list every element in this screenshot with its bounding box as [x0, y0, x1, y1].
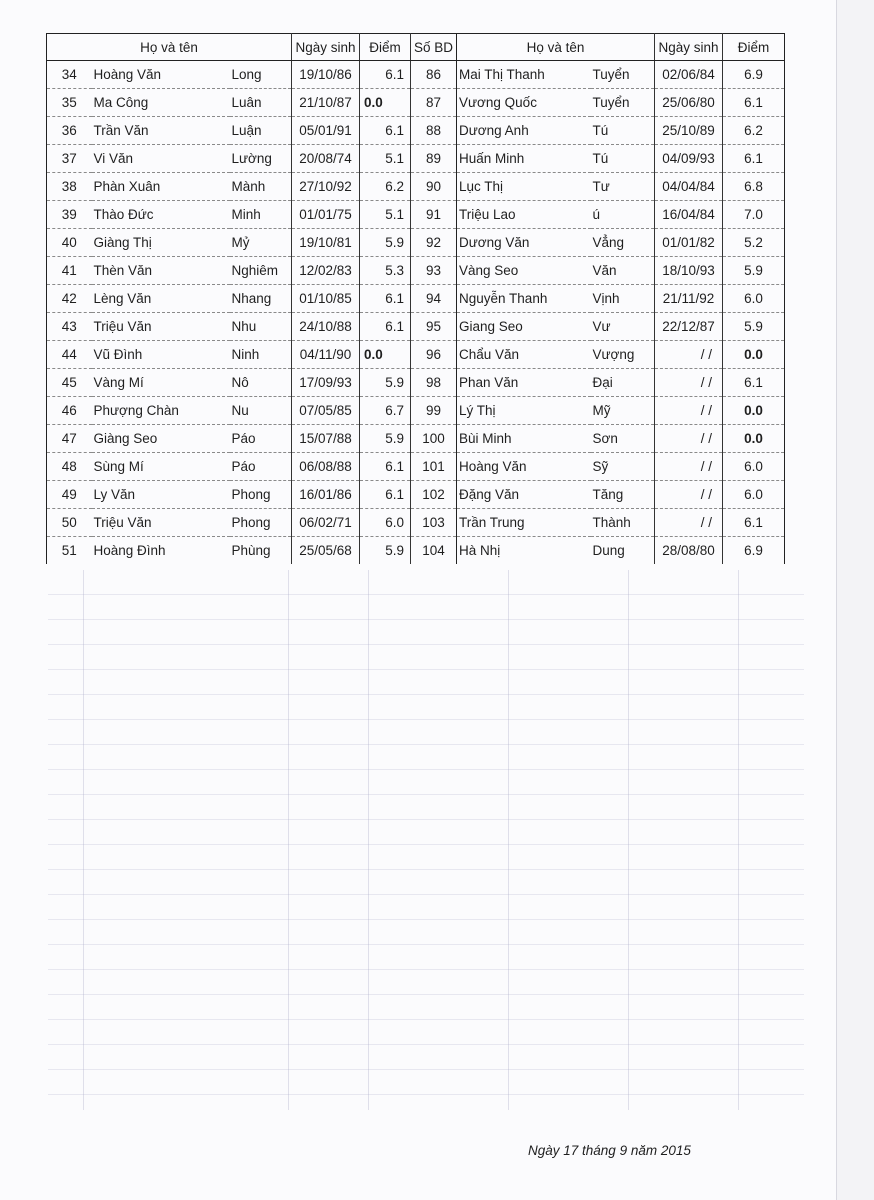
score-2: 6.9 — [723, 537, 785, 565]
date-of-birth: 20/08/74 — [292, 145, 360, 173]
given-name: Phong — [230, 481, 292, 509]
candidate-number: 91 — [411, 201, 457, 229]
date-of-birth-2: 28/08/80 — [655, 537, 723, 565]
score: 6.1 — [360, 313, 411, 341]
family-name: Triệu Văn — [92, 509, 230, 537]
date-of-birth-2: 16/04/84 — [655, 201, 723, 229]
date-of-birth: 06/02/71 — [292, 509, 360, 537]
date-of-birth: 25/05/68 — [292, 537, 360, 565]
family-name-2: Nguyễn Thanh — [457, 285, 591, 313]
table-row — [47, 257, 785, 285]
score: 5.9 — [360, 229, 411, 257]
candidate-number: 96 — [411, 341, 457, 369]
given-name: Nu — [230, 397, 292, 425]
header-sbd: Số BD — [411, 34, 457, 61]
table-row — [47, 481, 785, 509]
score-table — [46, 33, 785, 564]
given-name-2: Tú — [591, 145, 655, 173]
given-name-2: Văn — [591, 257, 655, 285]
given-name: Mỷ — [230, 229, 292, 257]
date-of-birth-2: / / — [655, 509, 723, 537]
given-name-2: Tăng — [591, 481, 655, 509]
given-name: Long — [230, 61, 292, 89]
given-name-2: Sơn — [591, 425, 655, 453]
score: 0.0 — [360, 341, 411, 369]
given-name: Ninh — [230, 341, 292, 369]
date-of-birth-2: 04/09/93 — [655, 145, 723, 173]
family-name-2: Mai Thị Thanh — [457, 61, 591, 89]
row-number: 38 — [47, 173, 92, 201]
header-dob-2: Ngày sinh — [655, 34, 723, 61]
date-of-birth-2: 25/06/80 — [655, 89, 723, 117]
score: 5.9 — [360, 425, 411, 453]
row-number: 35 — [47, 89, 92, 117]
family-name: Thào Đức — [92, 201, 230, 229]
table-row — [47, 61, 785, 89]
family-name-2: Hà Nhị — [459, 543, 501, 558]
table-row — [47, 89, 785, 117]
score: 6.2 — [360, 173, 411, 201]
row-number: 48 — [47, 453, 92, 481]
date-of-birth: 16/01/86 — [292, 481, 360, 509]
given-name: Phong — [230, 509, 292, 537]
date-of-birth: 19/10/86 — [292, 61, 360, 89]
score-2: 5.9 — [723, 257, 785, 285]
row-number: 41 — [47, 257, 92, 285]
candidate-number: 101 — [411, 453, 457, 481]
date-of-birth-2: 04/04/84 — [655, 173, 723, 201]
given-name-2: Đại — [591, 369, 655, 397]
family-name: Hoàng Đình — [93, 543, 166, 558]
row-number: 42 — [47, 285, 92, 313]
family-name-2: Vàng Seo — [457, 257, 591, 285]
family-name: Vi Văn — [92, 145, 230, 173]
table-row — [47, 173, 785, 201]
family-name: Phàn Xuân — [92, 173, 230, 201]
table-row — [47, 145, 785, 173]
given-name: Nô — [230, 369, 292, 397]
table-header-row — [47, 34, 785, 61]
date-of-birth: 24/10/88 — [292, 313, 360, 341]
score: 6.1 — [360, 481, 411, 509]
table-row — [47, 285, 785, 313]
candidate-number: 103 — [411, 509, 457, 537]
score-2: 0.0 — [723, 341, 785, 369]
row-number: 46 — [47, 397, 92, 425]
family-name: Giàng Seo — [92, 425, 230, 453]
family-name-2: Lục Thị — [457, 173, 591, 201]
given-name-2: Vịnh — [591, 285, 655, 313]
given-name: Luân — [230, 89, 292, 117]
row-number: 50 — [47, 509, 92, 537]
date-of-birth: 01/10/85 — [292, 285, 360, 313]
given-name: Páo — [230, 425, 292, 453]
candidate-number: 102 — [411, 481, 457, 509]
given-name: Minh — [230, 201, 292, 229]
family-name-2: Chẩu Văn — [457, 341, 591, 369]
given-name-2: Tú — [591, 117, 655, 145]
score-2: 5.2 — [723, 229, 785, 257]
table-row — [47, 229, 785, 257]
date-of-birth: 05/01/91 — [292, 117, 360, 145]
table-row — [47, 117, 785, 145]
given-name: Lường — [230, 145, 292, 173]
date-of-birth-2: / / — [655, 369, 723, 397]
score: 6.7 — [360, 397, 411, 425]
date-of-birth-2: / / — [655, 481, 723, 509]
date-of-birth: 19/10/81 — [292, 229, 360, 257]
table-row — [47, 313, 785, 341]
table-row — [47, 509, 785, 537]
candidate-number: 88 — [411, 117, 457, 145]
header-score-2: Điểm — [723, 34, 785, 61]
score: 5.3 — [360, 257, 411, 285]
score-2: 6.9 — [723, 61, 785, 89]
table-row — [47, 453, 785, 481]
score-2: 6.0 — [723, 285, 785, 313]
date-of-birth-2: 22/12/87 — [655, 313, 723, 341]
date-of-birth: 21/10/87 — [292, 89, 360, 117]
family-name-2: Lý Thị — [457, 397, 591, 425]
family-name-2: Giang Seo — [457, 313, 591, 341]
date-of-birth-2: / / — [655, 397, 723, 425]
score-2: 6.1 — [723, 369, 785, 397]
header-name: Họ và tên — [47, 34, 292, 61]
candidate-number: 93 — [411, 257, 457, 285]
score: 5.9 — [360, 369, 411, 397]
family-name: Ma Công — [92, 89, 230, 117]
candidate-number: 104 — [411, 537, 457, 565]
family-name: Hoàng Văn — [92, 61, 230, 89]
given-name: Phùng — [230, 537, 292, 565]
table-row — [47, 201, 785, 229]
family-name-2: Dương Văn — [457, 229, 591, 257]
given-name: Páo — [230, 453, 292, 481]
score-2: 6.2 — [723, 117, 785, 145]
family-name: Triệu Văn — [92, 313, 230, 341]
date-of-birth: 07/05/85 — [292, 397, 360, 425]
candidate-number: 87 — [411, 89, 457, 117]
family-name: Phượng Chàn — [92, 397, 230, 425]
given-name-2: Tuyển — [591, 61, 655, 89]
date-of-birth: 17/09/93 — [292, 369, 360, 397]
family-name: Thèn Văn — [92, 257, 230, 285]
family-name-2: Vương Quốc — [457, 89, 591, 117]
score-2: 0.0 — [723, 397, 785, 425]
date-of-birth-2: / / — [655, 425, 723, 453]
family-name: Vũ Đình — [92, 341, 230, 369]
given-name-2: Tư — [591, 173, 655, 201]
score: 5.1 — [360, 145, 411, 173]
family-name: Giàng Thị — [92, 229, 230, 257]
score: 0.0 — [360, 89, 411, 117]
date-of-birth-2: 01/01/82 — [655, 229, 723, 257]
candidate-number: 99 — [411, 397, 457, 425]
signing-date: Ngày 17 tháng 9 năm 2015 — [528, 1143, 691, 1158]
given-name-2: Dung — [591, 537, 655, 565]
family-name-2: Triệu Lao — [457, 201, 591, 229]
family-name-2: Đặng Văn — [457, 481, 591, 509]
family-name-2: Huấn Minh — [457, 145, 591, 173]
header-name-2: Họ và tên — [457, 34, 655, 61]
family-name-2: Dương Anh — [457, 117, 591, 145]
score: 5.1 — [360, 201, 411, 229]
score: 6.1 — [360, 61, 411, 89]
date-of-birth-2: / / — [655, 341, 723, 369]
score-2: 6.1 — [723, 89, 785, 117]
family-name-2: Phan Văn — [457, 369, 591, 397]
table-row — [47, 369, 785, 397]
given-name-2: Mỹ — [591, 397, 655, 425]
family-name: Vàng Mí — [92, 369, 230, 397]
row-number: 49 — [47, 481, 92, 509]
candidate-number: 100 — [411, 425, 457, 453]
row-number: 39 — [47, 201, 92, 229]
given-name: Nhang — [230, 285, 292, 313]
given-name-2: Vẳng — [591, 229, 655, 257]
score: 6.1 — [360, 453, 411, 481]
candidate-number: 94 — [411, 285, 457, 313]
given-name: Mành — [230, 173, 292, 201]
header-dob: Ngày sinh — [292, 34, 360, 61]
table-row — [47, 425, 785, 453]
score: 5.9 — [360, 537, 411, 565]
score: 6.0 — [360, 509, 411, 537]
table-row — [47, 537, 785, 565]
given-name-2: Sỹ — [591, 453, 655, 481]
score: 6.1 — [360, 117, 411, 145]
family-name-2: Trần Trung — [457, 509, 591, 537]
candidate-number: 86 — [411, 61, 457, 89]
score-2: 5.9 — [723, 313, 785, 341]
date-of-birth: 27/10/92 — [292, 173, 360, 201]
date-of-birth: 04/11/90 — [292, 341, 360, 369]
row-number: 36 — [47, 117, 92, 145]
table-row — [47, 397, 785, 425]
family-name: Sùng Mí — [92, 453, 230, 481]
date-of-birth: 06/08/88 — [292, 453, 360, 481]
score-2: 6.8 — [723, 173, 785, 201]
score: 6.1 — [360, 285, 411, 313]
score-2: 6.1 — [723, 509, 785, 537]
date-of-birth-2: 18/10/93 — [655, 257, 723, 285]
date-of-birth: 12/02/83 — [292, 257, 360, 285]
candidate-number: 92 — [411, 229, 457, 257]
date-of-birth-2: 02/06/84 — [655, 61, 723, 89]
given-name: Luận — [230, 117, 292, 145]
given-name: Nhu — [230, 313, 292, 341]
family-name-2: Hoàng Văn — [457, 453, 591, 481]
score-2: 0.0 — [723, 425, 785, 453]
family-name-2: Bùi Minh — [457, 425, 591, 453]
row-number: 45 — [47, 369, 92, 397]
row-number: 47 — [47, 425, 92, 453]
candidate-number: 98 — [411, 369, 457, 397]
given-name: Nghiêm — [230, 257, 292, 285]
row-number: 51 — [47, 537, 92, 565]
candidate-number: 89 — [411, 145, 457, 173]
date-of-birth: 01/01/75 — [292, 201, 360, 229]
given-name-2: Thành — [591, 509, 655, 537]
row-number: 34 — [47, 61, 92, 89]
header-score: Điểm — [360, 34, 411, 61]
candidate-number: 90 — [411, 173, 457, 201]
date-of-birth-2: 21/11/92 — [655, 285, 723, 313]
row-number: 40 — [47, 229, 92, 257]
candidate-number: 95 — [411, 313, 457, 341]
score-2: 7.0 — [723, 201, 785, 229]
family-name: Ly Văn — [92, 481, 230, 509]
given-name-2: Vượng — [591, 341, 655, 369]
row-number: 44 — [47, 341, 92, 369]
given-name-2: Vư — [591, 313, 655, 341]
given-name-2: Tuyển — [591, 89, 655, 117]
family-name: Trần Văn — [92, 117, 230, 145]
score-2: 6.0 — [723, 453, 785, 481]
date-of-birth-2: / / — [655, 453, 723, 481]
date-of-birth: 15/07/88 — [292, 425, 360, 453]
table-row — [47, 341, 785, 369]
date-of-birth-2: 25/10/89 — [655, 117, 723, 145]
bleed-through-columns — [48, 570, 804, 1110]
family-name: Lèng Văn — [92, 285, 230, 313]
row-number: 43 — [47, 313, 92, 341]
score-2: 6.1 — [723, 145, 785, 173]
score-2: 6.0 — [723, 481, 785, 509]
row-number: 37 — [47, 145, 92, 173]
given-name-2: ú — [591, 201, 655, 229]
